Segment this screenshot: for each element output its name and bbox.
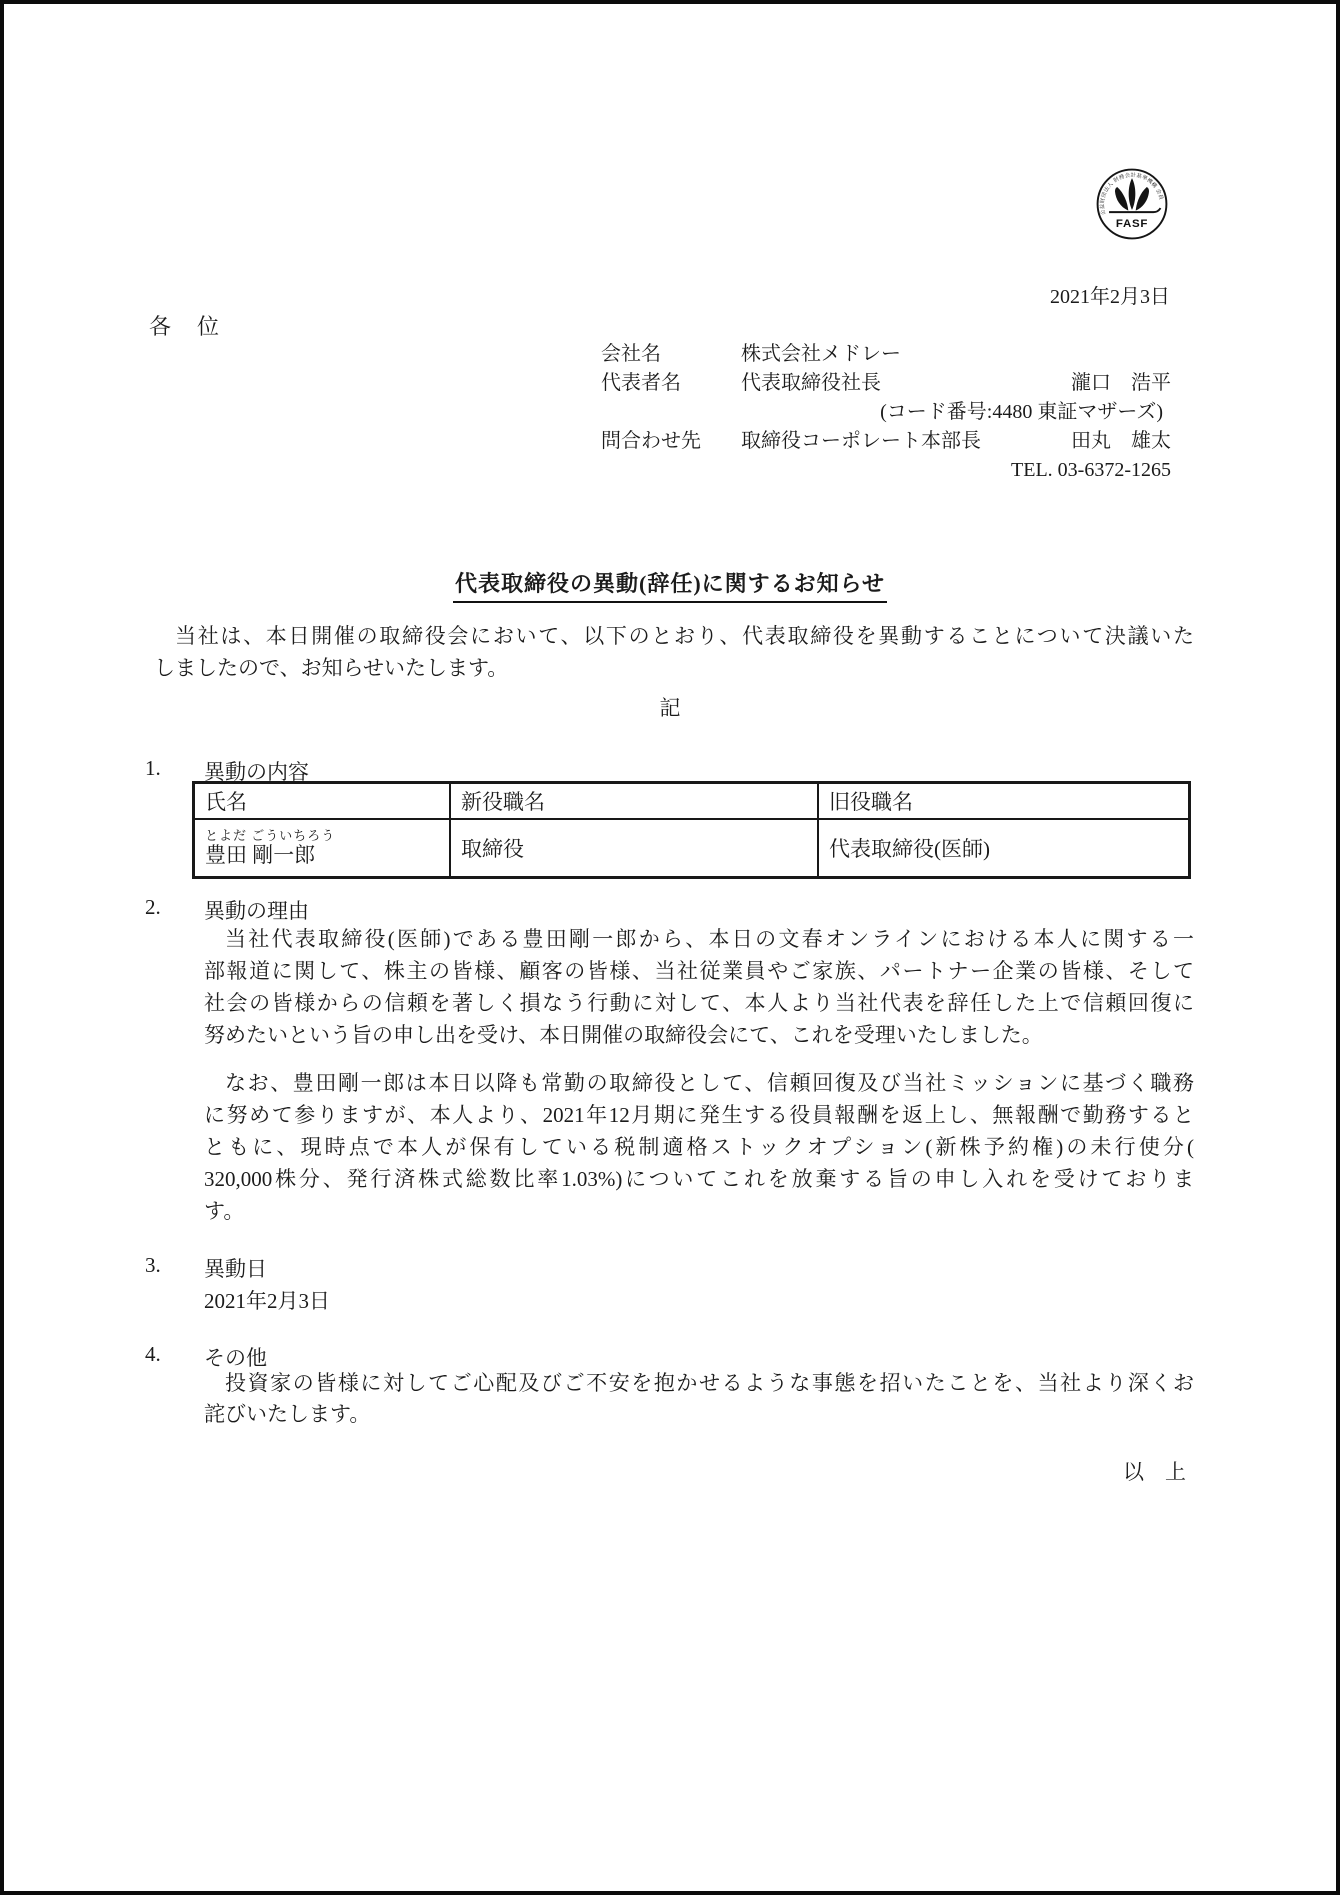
- company-info-block: [601, 340, 1171, 485]
- table-row: [194, 819, 1190, 878]
- contact-title: 取締役コーポレート本部長: [741, 430, 981, 452]
- header-old-title: 旧役職名: [818, 783, 1190, 820]
- stock-code-line: (コード番号:4480 東証マザーズ): [880, 401, 1163, 423]
- paragraph-line: 社会の皆様からの信頼を著しく損なう行動に対して、本人より当社代表を辞任した上で信頼回復に: [204, 991, 1194, 1015]
- cell-name: [194, 819, 451, 878]
- name-furigana: とよだ ごういちろう: [205, 828, 336, 843]
- addressee: 各 位: [149, 314, 222, 339]
- cell-old-title: 代表取締役(医師): [818, 819, 1190, 878]
- header-new-title: 新役職名: [450, 783, 818, 820]
- section-number: 1.: [145, 756, 161, 780]
- section-title: 異動日: [204, 1257, 267, 1281]
- paragraph-line: に努めて参りますが、本人より、2021年12月期に発生する役員報酬を返上し、無報酬で勤務すると: [204, 1103, 1194, 1127]
- representative-row: [601, 369, 1171, 398]
- paragraph-line: 部報道に関して、株主の皆様、顧客の皆様、当社従業員やご家族、パートナー企業の皆様、そして: [204, 959, 1194, 983]
- ki-mark: 記: [659, 696, 681, 720]
- change-date: 2021年2月3日: [204, 1289, 330, 1313]
- paragraph-line: 投資家の皆様に対してご心配及びご不安を抱かせるような事態を招いたことを、当社より深くお: [225, 1371, 1194, 1395]
- title-wrap: [4, 567, 1336, 603]
- section-2-heading: [145, 895, 309, 925]
- paragraph-line: 詫びいたします。: [204, 1402, 371, 1426]
- intro-line: 当社は、本日開催の取締役会において、以下のとおり、代表取締役を異動することについて決議いた: [175, 624, 1194, 648]
- change-table: [192, 781, 1191, 879]
- contact-name: 田丸 雄太: [1071, 430, 1171, 452]
- reason-paragraph-1: [204, 923, 1194, 1051]
- fasf-logo-svg: [1095, 167, 1169, 241]
- intro-paragraph: [154, 620, 1194, 684]
- representative-name: 瀧口 浩平: [1071, 372, 1171, 394]
- paragraph-line: 努めたいという旨の申し出を受け、本日開催の取締役会にて、これを受理いたしました。: [204, 1023, 1043, 1047]
- intro-line: しましたので、お知らせいたします。: [154, 656, 509, 680]
- tel-line: TEL. 03-6372-1265: [1011, 459, 1171, 481]
- cell-new-title: 取締役: [450, 819, 818, 878]
- closing-mark: 以 上: [1123, 1460, 1186, 1484]
- company-name-value: 株式会社メドレー: [741, 343, 901, 365]
- paragraph-line: 320,000株分、発行済株式総数比率1.03%)についてこれを放棄する旨の申し入れを受けておりま: [204, 1167, 1194, 1191]
- contact-row: [601, 427, 1171, 456]
- paragraph-line: なお、豊田剛一郎は本日以降も常勤の取締役として、信頼回復及び当社ミッションに基づく職務: [225, 1071, 1194, 1095]
- fasf-ring-text: 公益財団法人 財務会計基準機構 会員: [1099, 172, 1164, 216]
- paragraph-line: ともに、現時点で本人が保有している税制適格ストックオプション(新株予約権)の未行使分(: [204, 1135, 1194, 1159]
- section-number: 4.: [145, 1342, 161, 1366]
- section-title: その他: [204, 1346, 267, 1370]
- reason-paragraph-2: [204, 1067, 1194, 1227]
- section-title: 異動の内容: [204, 760, 309, 784]
- document-title: 代表取締役の異動(辞任)に関するお知らせ: [453, 567, 887, 603]
- section-title: 異動の理由: [204, 899, 309, 923]
- fasf-logo: [1095, 167, 1169, 241]
- release-date: 2021年2月3日: [1050, 286, 1170, 308]
- person-name: 豊田 剛一郎: [205, 843, 316, 867]
- representative-label: 代表者名: [601, 372, 681, 394]
- paragraph-line: 当社代表取締役(医師)である豊田剛一郎から、本日の文春オンラインにおける本人に関する一: [225, 927, 1194, 951]
- contact-label: 問合わせ先: [601, 430, 701, 452]
- apology-paragraph: [204, 1368, 1194, 1430]
- representative-title: 代表取締役社長: [741, 372, 881, 394]
- section-number: 2.: [145, 895, 161, 919]
- company-name-label: 会社名: [601, 343, 661, 365]
- table-header-row: [194, 783, 1190, 820]
- company-name-row: [601, 340, 1171, 369]
- fasf-label: FASF: [1115, 217, 1149, 230]
- section-3-heading: [145, 1253, 267, 1283]
- section-number: 3.: [145, 1253, 161, 1277]
- paragraph-line: す。: [204, 1199, 245, 1223]
- header-name: 氏名: [194, 783, 451, 820]
